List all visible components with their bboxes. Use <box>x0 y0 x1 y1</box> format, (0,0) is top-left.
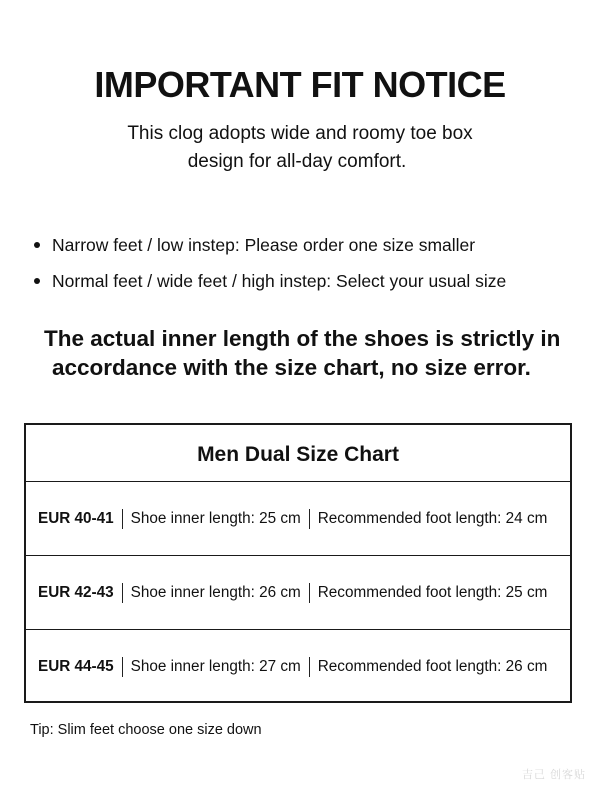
eur-size: EUR 44-45 <box>38 658 114 675</box>
divider <box>309 509 310 529</box>
statement-line-2: accordance with the size chart, no size error. <box>52 355 531 380</box>
divider <box>309 657 310 677</box>
bullet-text: Narrow feet / low instep: Please order one size smaller <box>52 235 476 255</box>
bullet-icon <box>34 278 40 284</box>
size-chart <box>24 423 572 703</box>
table-row <box>26 630 570 704</box>
eur-size: EUR 40-41 <box>38 509 114 527</box>
divider <box>122 583 123 603</box>
shoe-inner-length: Shoe inner length: 26 cm <box>130 583 301 601</box>
recommended-foot-length: Recommended foot length: 24 cm <box>317 509 548 527</box>
table-row <box>26 482 570 556</box>
bullet-text: Normal feet / wide feet / high instep: Select your usual size <box>52 271 507 291</box>
table-row <box>26 556 570 630</box>
fit-advice-list <box>30 232 590 304</box>
subtitle-line-1: This clog adopts wide and roomy toe box <box>127 123 473 144</box>
bullet-icon <box>34 242 40 248</box>
shoe-inner-length: Shoe inner length: 27 cm <box>130 658 301 675</box>
subtitle-line-2: design for all-day comfort. <box>187 151 407 172</box>
eur-size: EUR 42-43 <box>38 583 114 601</box>
statement-line-1: The actual inner length of the shoes is strictly in <box>44 326 561 351</box>
list-item <box>30 232 590 268</box>
list-item <box>30 268 590 304</box>
divider <box>122 657 123 677</box>
tip-text: Tip: Slim feet choose one size down <box>30 722 262 738</box>
size-chart-title: Men Dual Size Chart <box>26 425 570 482</box>
recommended-foot-length: Recommended foot length: 25 cm <box>317 583 548 601</box>
watermark: 吉己 创客贴 <box>521 769 586 781</box>
accuracy-statement <box>0 324 600 382</box>
page-title: IMPORTANT FIT NOTICE <box>94 64 506 105</box>
divider <box>122 509 123 529</box>
recommended-foot-length: Recommended foot length: 26 cm <box>317 658 548 675</box>
subtitle <box>0 120 600 176</box>
shoe-inner-length: Shoe inner length: 25 cm <box>130 509 301 527</box>
divider <box>309 583 310 603</box>
